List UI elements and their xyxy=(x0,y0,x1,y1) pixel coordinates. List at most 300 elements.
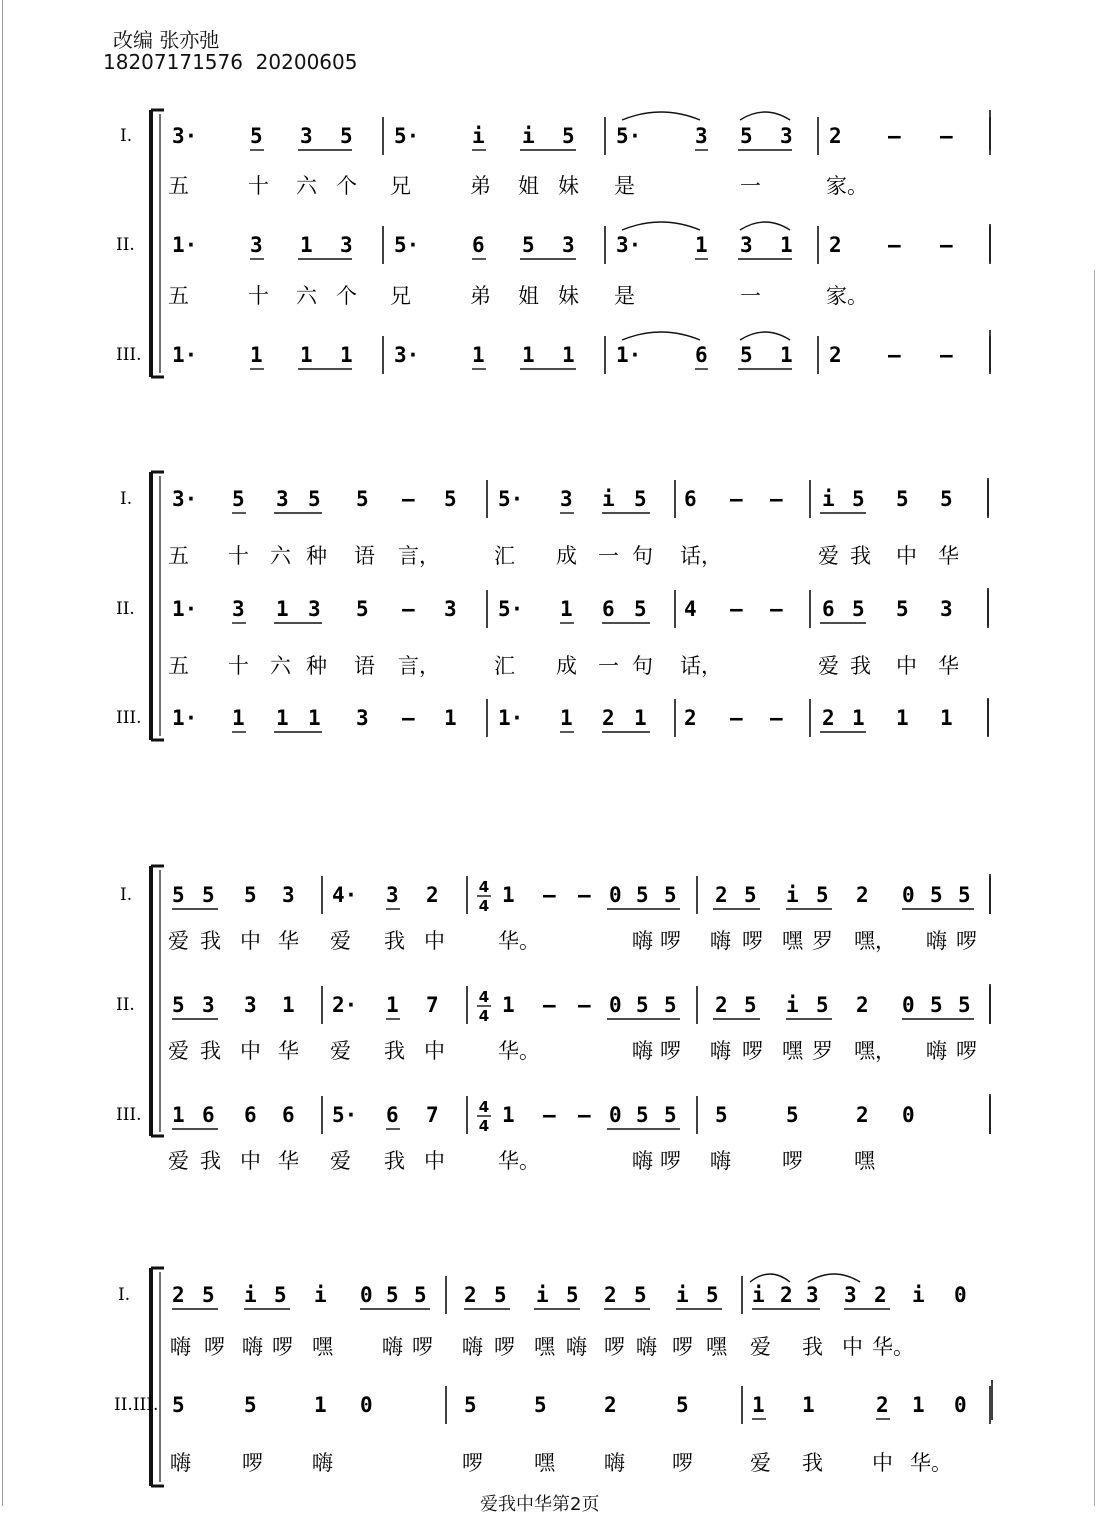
lyric-char: 嗨 xyxy=(312,1451,333,1475)
jianpu-note: 2 xyxy=(715,993,728,1017)
jianpu-note: 2 xyxy=(874,1283,887,1307)
lyric-char: 爱 xyxy=(750,1335,771,1359)
lyric-char: 一 xyxy=(740,284,761,308)
lyric-char: 五 xyxy=(168,284,189,308)
lyric-char: 我 xyxy=(384,1149,405,1173)
lyric-char: 嘿， xyxy=(854,929,896,953)
jianpu-note: i xyxy=(786,993,799,1017)
lyric-char: 华 xyxy=(278,1039,299,1063)
lyric-char: 语 xyxy=(354,544,375,568)
lyric-char: 汇 xyxy=(494,544,515,568)
lyric-char: 华 xyxy=(278,929,299,953)
lyric-char: 五 xyxy=(168,654,189,678)
jianpu-note: – xyxy=(730,706,743,730)
lyric-char: 华 xyxy=(938,544,959,568)
lyric-char: 爱 xyxy=(818,654,839,678)
jianpu-note: 1 xyxy=(560,597,573,621)
lyric-char: 中 xyxy=(240,1039,261,1063)
jianpu-note: 5 xyxy=(244,1393,257,1417)
jianpu-note: 1 xyxy=(502,883,515,907)
lyric-char: 嗨 xyxy=(242,1335,263,1359)
lyric-char: 嗨 xyxy=(462,1335,483,1359)
jianpu-note: 3 xyxy=(844,1283,857,1307)
jianpu-note: 1 xyxy=(752,1393,765,1417)
part-label: I. xyxy=(120,489,133,509)
jianpu-note: 5 xyxy=(816,993,829,1017)
part-label: II. xyxy=(116,599,135,619)
lyric-char: 语 xyxy=(354,654,375,678)
jianpu-note: 2 xyxy=(684,706,697,730)
lyric-char: 啰 xyxy=(242,1451,263,1475)
jianpu-note: 3 xyxy=(806,1283,819,1307)
lyric-char: 姐 xyxy=(518,174,539,198)
jianpu-note: 1 xyxy=(276,597,289,621)
jianpu-note: 2 xyxy=(822,706,835,730)
jianpu-note: 2 xyxy=(856,883,869,907)
jianpu-note: 6 xyxy=(695,343,708,367)
lyric-char: 爱 xyxy=(168,1039,189,1063)
jianpu-note: 5 xyxy=(816,883,829,907)
lyric-char: 弟 xyxy=(470,284,491,308)
lyric-char: 爱 xyxy=(330,1039,351,1063)
jianpu-note: – xyxy=(770,487,783,511)
lyric-char: 爱 xyxy=(750,1451,771,1475)
lyric-char: 妹 xyxy=(558,174,579,198)
jianpu-note: 3 xyxy=(250,233,263,257)
jianpu-note: – xyxy=(578,993,591,1017)
lyric-char: 啰 xyxy=(672,1451,693,1475)
jianpu-note: 0 xyxy=(902,993,915,1017)
jianpu-note: 6 xyxy=(202,1103,215,1127)
lyric-char: 嗨 xyxy=(926,929,947,953)
lyric-char: 嗨 xyxy=(170,1451,191,1475)
lyric-char: 嘿 xyxy=(534,1335,555,1359)
lyric-char: 成 xyxy=(556,654,577,678)
lyric-char: 中 xyxy=(424,1149,445,1173)
jianpu-note: 5· xyxy=(394,233,420,257)
jianpu-note: 3 xyxy=(282,883,295,907)
jianpu-note: 1· xyxy=(616,343,642,367)
lyric-char: 我 xyxy=(384,1039,405,1063)
lyric-char: 句 xyxy=(632,544,653,568)
jianpu-note: 1 xyxy=(308,706,321,730)
jianpu-note: 1 xyxy=(912,1393,925,1417)
lyric-char: 我 xyxy=(850,544,871,568)
lyric-char: 言， xyxy=(398,654,440,678)
lyric-char: 啰 xyxy=(412,1335,433,1359)
jianpu-note: 5 xyxy=(172,883,185,907)
jianpu-note: 3· xyxy=(394,343,420,367)
lyric-char: 华。 xyxy=(872,1335,914,1359)
lyric-char: 嗨 xyxy=(636,1335,657,1359)
jianpu-note: 5 xyxy=(634,1283,647,1307)
jianpu-note: 5 xyxy=(414,1283,427,1307)
jianpu-note: 5 xyxy=(958,883,971,907)
jianpu-note: 0 xyxy=(609,1103,622,1127)
lyric-char: 姐 xyxy=(518,284,539,308)
jianpu-note: 1· xyxy=(172,343,198,367)
jianpu-note: 5 xyxy=(676,1393,689,1417)
jianpu-note: 5 xyxy=(664,1103,677,1127)
lyric-char: 爱 xyxy=(168,929,189,953)
jianpu-note: – xyxy=(888,343,901,367)
lyric-char: 华。 xyxy=(498,1039,540,1063)
jianpu-note: 1 xyxy=(802,1393,815,1417)
slur-arc xyxy=(740,332,790,340)
jianpu-note: 3 xyxy=(232,597,245,621)
lyric-char: 啰 xyxy=(462,1451,483,1475)
time-signature-top: 4 xyxy=(478,878,490,896)
lyric-char: 嘿 xyxy=(854,1149,875,1173)
jianpu-note: 1 xyxy=(172,1103,185,1127)
time-signature-bottom: 4 xyxy=(478,1117,490,1135)
time-signature-bottom: 4 xyxy=(478,897,490,915)
jianpu-note: 0 xyxy=(609,883,622,907)
jianpu-note: 5 xyxy=(744,883,757,907)
jianpu-note: 5 xyxy=(274,1283,287,1307)
lyric-char: 啰 xyxy=(660,929,681,953)
jianpu-note: i xyxy=(602,487,615,511)
jianpu-note: 1 xyxy=(276,706,289,730)
jianpu-note: – xyxy=(888,233,901,257)
lyric-char: 爱 xyxy=(330,929,351,953)
lyric-char: 啰 xyxy=(660,1149,681,1173)
part-label: I. xyxy=(120,126,133,146)
arranger-credit: 改编 张亦弛 xyxy=(113,28,220,52)
lyric-char: 六 xyxy=(270,654,291,678)
jianpu-note: 2 xyxy=(426,883,439,907)
jianpu-note: 1 xyxy=(314,1393,327,1417)
lyric-char: 十 xyxy=(228,654,249,678)
jianpu-note: 3· xyxy=(172,487,198,511)
arranger-contact: 18207171576 20200605 xyxy=(103,50,358,74)
jianpu-note: 6 xyxy=(822,597,835,621)
jianpu-note: 5 xyxy=(744,993,757,1017)
lyric-char: 十 xyxy=(248,284,269,308)
jianpu-note: 5 xyxy=(356,487,369,511)
part-label: I. xyxy=(118,1285,131,1305)
jianpu-note: 1 xyxy=(282,993,295,1017)
part-label: III. xyxy=(116,1105,142,1125)
jianpu-note: 5 xyxy=(930,883,943,907)
jianpu-note: – xyxy=(578,1103,591,1127)
lyric-char: 兄 xyxy=(390,174,411,198)
lyric-char: 华。 xyxy=(498,1149,540,1173)
lyric-char: 五 xyxy=(168,174,189,198)
lyric-char: 我 xyxy=(384,929,405,953)
jianpu-note: 5 xyxy=(636,993,649,1017)
jianpu-note: – xyxy=(770,597,783,621)
jianpu-note: 1 xyxy=(444,706,457,730)
lyric-char: 爱 xyxy=(330,1149,351,1173)
lyric-char: 嘿， xyxy=(854,1039,896,1063)
jianpu-note: 5 xyxy=(664,883,677,907)
lyric-char: 嘿 xyxy=(706,1335,727,1359)
jianpu-note: i xyxy=(676,1283,689,1307)
lyric-char: 我 xyxy=(802,1451,823,1475)
lyric-char: 华 xyxy=(938,654,959,678)
jianpu-note: 1 xyxy=(522,343,535,367)
jianpu-note: 0 xyxy=(954,1283,967,1307)
lyric-char: 嘿 xyxy=(312,1335,333,1359)
jianpu-note: 5 xyxy=(896,487,909,511)
jianpu-note: 0 xyxy=(902,883,915,907)
lyric-char: 五 xyxy=(168,544,189,568)
jianpu-note: 3 xyxy=(340,233,353,257)
jianpu-note: 5 xyxy=(636,883,649,907)
jianpu-note: 2 xyxy=(602,706,615,730)
jianpu-note: 5· xyxy=(332,1103,358,1127)
jianpu-note: 5 xyxy=(308,487,321,511)
jianpu-note: 1 xyxy=(232,706,245,730)
lyric-char: 我 xyxy=(802,1335,823,1359)
lyric-char: 嘿 xyxy=(534,1451,555,1475)
jianpu-note: – xyxy=(888,124,901,148)
jianpu-note: – xyxy=(402,706,415,730)
lyric-char: 中 xyxy=(240,929,261,953)
lyric-char: 我 xyxy=(200,1149,221,1173)
jianpu-note: 5 xyxy=(386,1283,399,1307)
jianpu-note: 2 xyxy=(829,124,842,148)
lyric-char: 嗨 xyxy=(632,1149,653,1173)
jianpu-note: 5 xyxy=(634,487,647,511)
jianpu-note: 1 xyxy=(502,1103,515,1127)
jianpu-note: 2 xyxy=(464,1283,477,1307)
lyric-char: 中 xyxy=(842,1335,863,1359)
lyric-char: 我 xyxy=(850,654,871,678)
jianpu-note: 5 xyxy=(232,487,245,511)
jianpu-note: – xyxy=(578,883,591,907)
lyric-char: 啰 xyxy=(272,1335,293,1359)
jianpu-note: 5 xyxy=(534,1393,547,1417)
lyric-char: 是 xyxy=(614,174,635,198)
jianpu-note: i xyxy=(244,1283,257,1307)
jianpu-note: 5 xyxy=(958,993,971,1017)
slur-arc xyxy=(622,112,700,120)
lyric-char: 中 xyxy=(872,1451,893,1475)
jianpu-note: 5 xyxy=(715,1103,728,1127)
jianpu-note: 0 xyxy=(360,1393,373,1417)
part-label: II. xyxy=(116,235,135,255)
jianpu-note: i xyxy=(822,487,835,511)
jianpu-note: i xyxy=(752,1283,765,1307)
lyric-char: 种 xyxy=(306,654,327,678)
time-signature-top: 4 xyxy=(478,988,490,1006)
jianpu-note: 2 xyxy=(604,1393,617,1417)
jianpu-note: i xyxy=(314,1283,327,1307)
jianpu-note: 1· xyxy=(172,706,198,730)
jianpu-note: 5 xyxy=(562,124,575,148)
jianpu-note: 5 xyxy=(664,993,677,1017)
lyric-char: 爱 xyxy=(818,544,839,568)
lyric-char: 啰 xyxy=(672,1335,693,1359)
lyric-char: 中 xyxy=(896,544,917,568)
jianpu-note: 3 xyxy=(202,993,215,1017)
lyric-char: 嗨 xyxy=(170,1335,191,1359)
lyric-char: 中 xyxy=(240,1149,261,1173)
jianpu-note: i xyxy=(786,883,799,907)
jianpu-note: 3 xyxy=(244,993,257,1017)
lyric-char: 我 xyxy=(200,929,221,953)
jianpu-note: i xyxy=(912,1283,925,1307)
jianpu-note: 5 xyxy=(930,993,943,1017)
lyric-char: 啰 xyxy=(494,1335,515,1359)
lyric-char: 汇 xyxy=(494,654,515,678)
jianpu-note: 3· xyxy=(172,124,198,148)
jianpu-note: 2· xyxy=(332,993,358,1017)
jianpu-note: 5 xyxy=(636,1103,649,1127)
jianpu-note: 0 xyxy=(609,993,622,1017)
jianpu-note: 5· xyxy=(394,124,420,148)
lyric-char: 句 xyxy=(632,654,653,678)
slur-arc xyxy=(622,332,700,340)
jianpu-note: 1 xyxy=(560,706,573,730)
lyric-char: 嘿 xyxy=(782,1039,803,1063)
jianpu-note: i xyxy=(522,124,535,148)
lyric-char: 嗨 xyxy=(566,1335,587,1359)
lyric-char: 啰 xyxy=(782,1149,803,1173)
lyric-char: 啰 xyxy=(204,1335,225,1359)
jianpu-note: 3 xyxy=(740,233,753,257)
jianpu-note: 3 xyxy=(940,597,953,621)
part-label: II. xyxy=(116,995,135,1015)
slur-arc xyxy=(622,222,700,230)
lyric-char: 六 xyxy=(270,544,291,568)
jianpu-note: – xyxy=(730,487,743,511)
lyric-char: 啰 xyxy=(742,929,763,953)
jianpu-note: – xyxy=(940,343,953,367)
jianpu-note: – xyxy=(402,487,415,511)
lyric-char: 啰 xyxy=(660,1039,681,1063)
page-footer: 爱我中华第2页 xyxy=(480,1494,600,1515)
lyric-char: 一 xyxy=(598,544,619,568)
jianpu-note: 2 xyxy=(604,1283,617,1307)
lyric-char: 爱 xyxy=(168,1149,189,1173)
jianpu-note: 3 xyxy=(780,124,793,148)
jianpu-note: 1· xyxy=(172,233,198,257)
lyric-char: 华。 xyxy=(910,1451,952,1475)
lyric-char: 话， xyxy=(680,544,722,568)
lyric-char: 六 xyxy=(296,174,317,198)
jianpu-note: 3 xyxy=(695,124,708,148)
lyric-char: 家。 xyxy=(826,284,868,308)
jianpu-note: 1 xyxy=(780,233,793,257)
jianpu-note: 1 xyxy=(695,233,708,257)
lyric-char: 中 xyxy=(896,654,917,678)
jianpu-note: – xyxy=(543,883,556,907)
time-signature-bottom: 4 xyxy=(478,1007,490,1025)
lyric-char: 中 xyxy=(424,929,445,953)
jianpu-note: 3 xyxy=(300,124,313,148)
jianpu-note: 5 xyxy=(896,597,909,621)
lyric-char: 成 xyxy=(556,544,577,568)
jianpu-note: 5 xyxy=(522,233,535,257)
jianpu-note: 7 xyxy=(426,1103,439,1127)
jianpu-note: 1 xyxy=(250,343,263,367)
jianpu-note: 5 xyxy=(202,1283,215,1307)
jianpu-note: 5· xyxy=(498,487,524,511)
jianpu-note: 5 xyxy=(634,597,647,621)
jianpu-note: 3 xyxy=(560,487,573,511)
jianpu-note: 1· xyxy=(498,706,524,730)
jianpu-note: 2 xyxy=(780,1283,793,1307)
jianpu-note: 1 xyxy=(300,343,313,367)
jianpu-note: 5 xyxy=(786,1103,799,1127)
lyric-char: 啰 xyxy=(956,1039,977,1063)
jianpu-note: 2 xyxy=(172,1283,185,1307)
jianpu-note: 0 xyxy=(954,1393,967,1417)
lyric-char: 啰 xyxy=(956,929,977,953)
jianpu-note: 5 xyxy=(940,487,953,511)
jianpu-note: – xyxy=(940,233,953,257)
jianpu-note: – xyxy=(543,993,556,1017)
jianpu-note: 3 xyxy=(276,487,289,511)
jianpu-note: 5 xyxy=(444,487,457,511)
jianpu-note: i xyxy=(536,1283,549,1307)
jianpu-note: 6 xyxy=(244,1103,257,1127)
jianpu-note: 1 xyxy=(472,343,485,367)
lyric-char: 罗 xyxy=(812,929,833,953)
jianpu-note: – xyxy=(940,124,953,148)
jianpu-note: 5 xyxy=(244,883,257,907)
lyric-char: 嗨 xyxy=(710,929,731,953)
slur-arc xyxy=(740,112,790,120)
lyric-char: 兄 xyxy=(390,284,411,308)
jianpu-note: 2 xyxy=(715,883,728,907)
jianpu-note: 2 xyxy=(856,1103,869,1127)
lyric-char: 啰 xyxy=(604,1335,625,1359)
jianpu-note: 1· xyxy=(172,597,198,621)
lyric-char: 弟 xyxy=(470,174,491,198)
jianpu-note: 5 xyxy=(706,1283,719,1307)
lyric-char: 华 xyxy=(278,1149,299,1173)
lyric-char: 中 xyxy=(424,1039,445,1063)
jianpu-note: 6 xyxy=(602,597,615,621)
jianpu-note: 2 xyxy=(829,343,842,367)
jianpu-note: 1 xyxy=(562,343,575,367)
lyric-char: 种 xyxy=(306,544,327,568)
lyric-char: 嘿 xyxy=(782,929,803,953)
lyric-char: 个 xyxy=(336,284,357,308)
lyric-char: 嗨 xyxy=(710,1149,731,1173)
jianpu-note: 5 xyxy=(172,993,185,1017)
part-label: II.III. xyxy=(114,1395,159,1415)
jianpu-note: 6 xyxy=(472,233,485,257)
jianpu-note: 2 xyxy=(829,233,842,257)
jianpu-note: 1 xyxy=(940,706,953,730)
lyric-char: 一 xyxy=(740,174,761,198)
jianpu-note: – xyxy=(730,597,743,621)
jianpu-note: 5 xyxy=(172,1393,185,1417)
jianpu-note: 5 xyxy=(250,124,263,148)
jianpu-note: 5 xyxy=(740,124,753,148)
lyric-char: 家。 xyxy=(826,174,868,198)
lyric-char: 十 xyxy=(228,544,249,568)
lyric-char: 啰 xyxy=(742,1039,763,1063)
jianpu-note: 5 xyxy=(566,1283,579,1307)
lyric-char: 嗨 xyxy=(632,1039,653,1063)
jianpu-note: 2 xyxy=(876,1393,889,1417)
jianpu-note: 3· xyxy=(616,233,642,257)
lyric-char: 嗨 xyxy=(604,1451,625,1475)
jianpu-note: 6 xyxy=(684,487,697,511)
slur-arc xyxy=(808,1274,860,1282)
jianpu-note: 1 xyxy=(502,993,515,1017)
part-label: I. xyxy=(120,885,133,905)
jianpu-note: 3 xyxy=(386,883,399,907)
part-label: III. xyxy=(116,708,142,728)
jianpu-note: 5 xyxy=(340,124,353,148)
